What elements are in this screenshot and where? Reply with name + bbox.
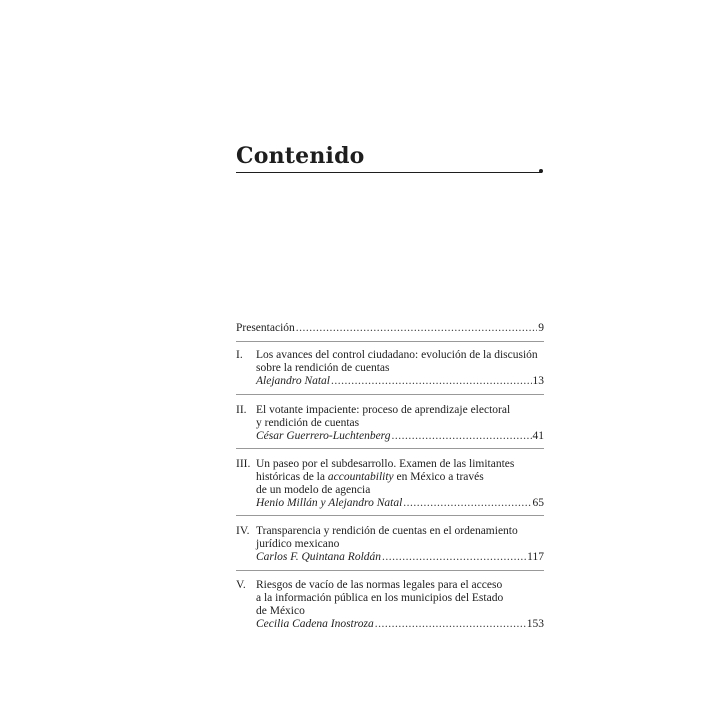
- title-rule-dot: [539, 169, 543, 173]
- entry-numeral: IV.: [236, 525, 250, 537]
- toc-entry-4[interactable]: [236, 525, 544, 564]
- entry-author: Alejandro Natal: [256, 375, 331, 387]
- entry-page: 153: [526, 618, 544, 630]
- entry-title-line: Un paseo por el subdesarrollo. Examen de las limitantes: [256, 458, 515, 470]
- entry-title-line: Transparencia y rendición de cuentas en el ordenamiento: [256, 525, 518, 537]
- entry-page: 117: [527, 551, 544, 563]
- entry-title-line: a la información pública en los municipios del Estado: [256, 592, 504, 604]
- dot-leader: [391, 430, 531, 443]
- entry-title-line: en México a través: [396, 471, 484, 483]
- dot-leader: [403, 497, 531, 510]
- entry-author: Henio Millán y Alejandro Natal: [256, 497, 403, 509]
- separator: [236, 570, 544, 571]
- entry-author: Cecilia Cadena Inostroza: [256, 618, 374, 630]
- entry-page: 41: [532, 430, 544, 442]
- presentation-page: 9: [538, 322, 544, 334]
- entry-title-line: jurídico mexicano: [256, 538, 340, 550]
- entry-author: César Guerrero-Luchtenberg: [256, 430, 391, 442]
- dot-leader: [296, 322, 537, 335]
- dot-leader: [382, 551, 526, 564]
- entry-title-line: Riesgos de vacío de las normas legales para el acceso: [256, 579, 503, 591]
- title-rule: [236, 172, 542, 173]
- entry-numeral: I.: [236, 349, 243, 361]
- entry-numeral: III.: [236, 458, 251, 470]
- entry-author: Carlos F. Quintana Roldán: [256, 551, 382, 563]
- entry-title-line: sobre la rendición de cuentas: [256, 362, 390, 374]
- toc-entry-2[interactable]: [236, 404, 544, 443]
- presentation-label: Presentación: [236, 322, 295, 334]
- separator: [236, 448, 544, 449]
- entry-title-line: El votante impaciente: proceso de aprendizaje electoral: [256, 404, 511, 416]
- entry-page: 13: [532, 375, 544, 387]
- entry-title-line: de México: [256, 605, 305, 617]
- toc-entry-1[interactable]: [236, 349, 544, 388]
- dot-leader: [331, 375, 531, 388]
- separator: [236, 515, 544, 516]
- separator: [236, 341, 544, 342]
- page-title: Contenido: [236, 143, 365, 169]
- entry-numeral: II.: [236, 404, 247, 416]
- toc-entry-presentation[interactable]: [236, 322, 544, 335]
- toc-entry-3[interactable]: [236, 458, 544, 510]
- entry-title-line: de un modelo de agencia: [256, 484, 371, 496]
- entry-numeral: V.: [236, 579, 246, 591]
- entry-title-line: Los avances del control ciudadano: evolución de la discusión: [256, 349, 538, 361]
- entry-title-italic: accountability: [327, 471, 394, 483]
- toc-entry-5[interactable]: [236, 579, 544, 631]
- entry-title-line: y rendición de cuentas: [256, 417, 360, 429]
- separator: [236, 394, 544, 395]
- entry-page: 65: [532, 497, 544, 509]
- dot-leader: [375, 618, 526, 631]
- entry-title-line: históricas de la: [256, 471, 325, 483]
